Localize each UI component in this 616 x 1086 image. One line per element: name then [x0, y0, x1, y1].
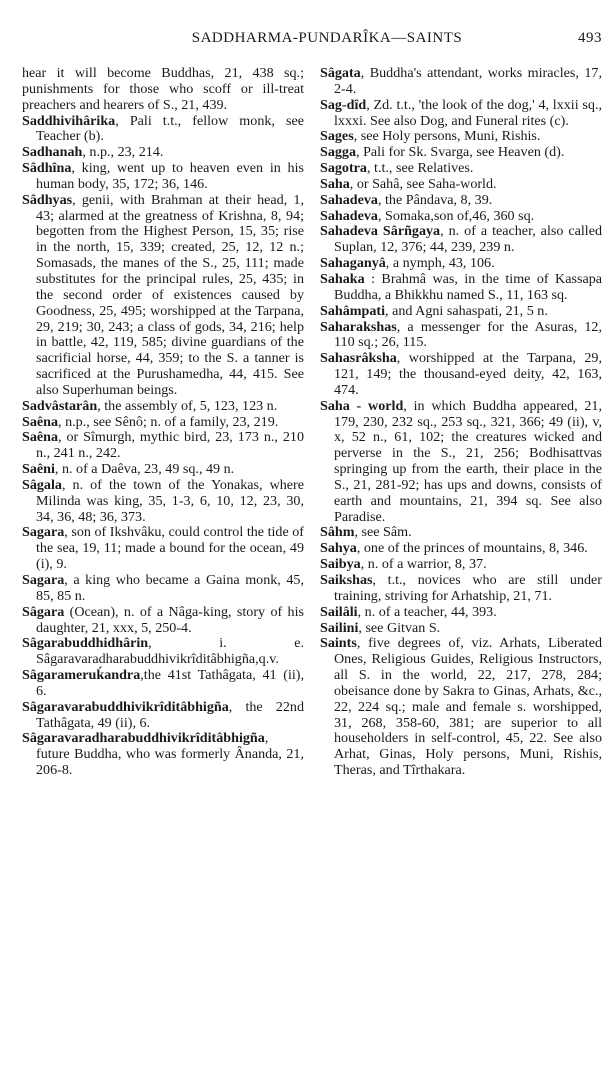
entry-headword: Saints: [320, 635, 357, 652]
entry-headword: Sahadeva Sârñgaya: [320, 223, 441, 240]
entry-headword: Sâgala: [22, 476, 62, 493]
entry-headword: Sahya: [320, 540, 357, 557]
entry-text: , n. of a teacher, 44, 393.: [357, 603, 497, 620]
index-entry: [22, 731, 304, 779]
entry-headword: Sahadeva: [320, 191, 378, 208]
entry-headword: Sages: [320, 128, 354, 145]
entry-headword: Sâdhîna: [22, 160, 72, 177]
entry-headword: Sahasrâksha: [320, 350, 397, 367]
entry-text: , n.p., see Sênô; n. of a family, 23, 219.: [58, 413, 279, 430]
entry-headword: Sailini: [320, 619, 359, 636]
right-column: [320, 66, 602, 779]
entry-text: , see Holy persons, Muni, Rishis.: [353, 128, 541, 145]
entry-headword: Sahaganyâ: [320, 255, 386, 272]
index-entry: [320, 304, 602, 320]
entry-text: , one of the princes of mountains, 8, 346.: [356, 540, 588, 557]
entry-headword: Saêna: [22, 413, 59, 430]
entry-text: hear it will become Buddhas, 21, 438 sq.; punishments for those who scoff or ill-treat preachers and hearers of S., 21, 439.: [22, 65, 304, 113]
entry-text: , n. of a warrior, 8, 37.: [360, 556, 487, 573]
entry-text: , see Sâm.: [354, 524, 412, 541]
entry-headword: Sahadeva: [320, 207, 378, 224]
index-entry: [22, 462, 304, 478]
entry-text: , genii, with Brahman at their head, 1, 43; alarmed at the greatness of Krishna, 8, 94; begotten from the Highest Person, 15, 35; rise in the north, 15, 339; created, 25, 12, 12 n.; Somasads, the manes of the S., 25, 111; made substitutes for the principal rules, 25, 435; in the second order of existences caused by Goodness, 25, 495; worshipped at the Tarpana, 29, 219; 30, 243; a class of gods, 34, 216; help in battle, 42, 119, 585; divine guardians of the sacrificial horse, 44, 359; to the S. a tanner is sacrificed at the Purushamedha, 44, 415. See also Superhuman beings.: [36, 191, 304, 398]
index-entry: [22, 700, 304, 732]
entry-headword: Sâgarabuddhidhârin: [22, 635, 149, 652]
entry-headword: Sâgara: [22, 603, 65, 620]
entry-text: , five degrees of, viz. Arhats, Liberated Ones, Religious Guides, Religious Instructors, all S. in the world, 22, 217, 278, 284; obeisance done by Sakra to Ginas, Arhats, &c., 22, 224 sq.; male and female s. worshipped, 31, 268, 358-60, 381; are superior to all householders in self-control, 45, 22. See also Arhat, Ginas, Holy persons, Muni, Rishis, Theras, and Tîrthakara.: [334, 635, 602, 779]
index-entry: [320, 66, 602, 98]
entry-headword: Saêna: [22, 429, 59, 446]
index-entry: [320, 129, 602, 145]
entry-text: , the Pândava, 8, 39.: [377, 191, 493, 208]
index-entry: [320, 541, 602, 557]
entry-text: , king, went up to heaven even in his human body, 35, 172; 36, 146.: [36, 160, 304, 192]
index-entry: [320, 98, 602, 130]
index-entry: [22, 478, 304, 526]
entry-text: , a king who became a Gaina monk, 45, 85, 85 n.: [36, 572, 304, 604]
index-entry: [320, 557, 602, 573]
index-entry: [22, 668, 304, 700]
index-entry: [320, 145, 602, 161]
entry-text: , in which Buddha appeared, 21, 179, 230, 232 sq., 253 sq., 321, 366; 49 (ii), v, x, 52 n., 61, 102; the creatures wicked and perverse in the S., 21, 256; Bodhisattvas springing up from the earth, their place in the S., 21, 281-92; has ups and downs, consists of earth and mountains, 21, 394 sq. See also Paradise.: [334, 397, 602, 525]
index-entry: [22, 605, 304, 637]
entry-headword: Sâgarameruḱandra: [22, 667, 141, 684]
entry-headword: Sagga: [320, 144, 357, 161]
entry-text: , or Sîmurgh, mythic bird, 23, 173 n., 210 n., 241 n., 242.: [36, 429, 304, 462]
index-entry: [320, 224, 602, 256]
entry-text: , n. of a teacher, also called Suplan, 12, 376; 44, 239, 239 n.: [334, 223, 603, 256]
entry-headword: Saharakshas: [320, 318, 397, 335]
index-entry: [22, 145, 304, 161]
index-entry: [22, 161, 304, 193]
entry-headword: Saddhivihârika: [22, 112, 116, 129]
entry-headword: Sâgaravaradharabuddhivikrîditâbhigña: [22, 730, 265, 747]
entry-text: , and Agni sahaspati, 21, 5 n.: [385, 302, 548, 319]
entry-headword: Sagara: [22, 572, 65, 588]
index-entry: [22, 525, 304, 573]
entry-text: , future Buddha, who was formerly Ânanda, 21, 206-8.: [36, 730, 304, 779]
entry-headword: Saha - world: [320, 397, 404, 414]
entry-headword: Saibya: [320, 556, 361, 573]
entry-headword: Sahâmpati: [320, 302, 386, 319]
index-entry: [320, 605, 602, 621]
index-entry: [320, 209, 602, 225]
entry-headword: Sadvâstarân: [22, 397, 98, 414]
entry-text: , the 22nd Tathâgata, 49 (ii), 6.: [36, 698, 304, 731]
index-entry: [22, 193, 304, 399]
entry-headword: Sâdhyas: [22, 191, 73, 208]
entry-text: , worshipped at the Tarpana, 29, 121, 149; the thousand-eyed deity, 42, 163, 474.: [334, 350, 602, 398]
page-number: 493: [578, 30, 602, 46]
entry-headword: Saha: [320, 175, 350, 192]
running-header: [22, 30, 602, 52]
entry-headword: Sadhanah: [22, 144, 83, 161]
entry-headword: Sag-dîd: [320, 96, 367, 113]
entry-text: , t.t., see Relatives.: [366, 160, 474, 177]
entry-text: : Brahmâ was, in the time of Kassapa Buddha, a Bhikkhu named S., 11, 163 sq.: [334, 270, 602, 303]
index-columns: [22, 66, 602, 779]
index-entry: [22, 430, 304, 462]
entry-text: , Buddha's attendant, works miracles, 17, 2-4.: [334, 65, 602, 97]
index-entry: [22, 636, 304, 668]
index-entry: [320, 525, 602, 541]
entry-headword: Sagara: [22, 524, 65, 541]
entry-text: , or Sahâ, see Saha-world.: [349, 175, 497, 192]
entry-text: , Pali for Sk. Svarga, see Heaven (d).: [356, 144, 565, 161]
entry-headword: Sailâli: [320, 603, 358, 620]
entry-text: , Zd. t.t., 'the look of the dog,' 4, lxxii sq., lxxxi. See also Dog, and Funeral rites (c).: [334, 96, 602, 129]
entry-text: , i. e. Sâgaravaradharabuddhivikrîditâbhigña,q.v.: [36, 635, 304, 668]
entry-text: , t.t., novices who are still under training, striving for Arhatship, 21, 71.: [334, 572, 602, 604]
entry-headword: Sagotra: [320, 160, 367, 177]
index-entry: [320, 636, 602, 779]
index-entry: [320, 621, 602, 637]
index-entry: [320, 399, 602, 526]
page-title: SADDHARMA-PUNDARÎKA—SAINTS: [191, 30, 463, 46]
entry-text: , the assembly of, 5, 123, 123 n.: [97, 397, 278, 414]
entry-text: , Pali t.t., fellow monk, see Teacher (b).: [36, 112, 304, 145]
entry-headword: Saêni: [22, 461, 55, 478]
entry-headword: Sâgaravarabuddhivikrîditâbhigña: [22, 698, 229, 715]
entry-text: (Ocean), n. of a Nâga-king, story of his daughter, 21, xxx, 5, 250-4.: [36, 603, 304, 636]
entry-text: ,the 41st Tathâgata, 41 (ii), 6.: [36, 667, 304, 699]
entry-text: , Somaka,son of,46, 360 sq.: [377, 207, 535, 224]
entry-headword: Sâhm: [320, 524, 355, 541]
index-entry: [320, 256, 602, 272]
index-entry: [320, 177, 602, 193]
entry-text: , a nymph, 43, 106.: [385, 255, 495, 272]
index-entry: [320, 573, 602, 605]
entry-text: , n. of the town of the Yonakas, where Milinda was king, 35, 1-3, 6, 10, 12, 23, 30, 34, 36, 48; 36, 373.: [36, 476, 304, 525]
entry-text: , see Gitvan S.: [358, 619, 441, 636]
index-entry: [320, 161, 602, 177]
index-entry: [22, 66, 304, 114]
index-entry: [22, 573, 304, 605]
index-entry: [320, 272, 602, 304]
entry-text: , son of Ikshvâku, could control the tide of the sea, 19, 11; made a bound for the ocean, 49 (i), 9.: [36, 524, 304, 573]
entry-text: , a messenger for the Asuras, 12, 110 sq.; 26, 115.: [334, 318, 602, 351]
entry-headword: Saikshas: [320, 572, 373, 588]
index-entry: [320, 320, 602, 352]
entry-text: , n. of a Daêva, 23, 49 sq., 49 n.: [54, 461, 235, 478]
index-entry: [320, 351, 602, 399]
entry-headword: Sahaka: [320, 270, 365, 287]
index-entry: [22, 399, 304, 415]
index-entry: [320, 193, 602, 209]
left-column: [22, 66, 304, 779]
entry-headword: Sâgata: [320, 65, 361, 81]
entry-text: , n.p., 23, 214.: [82, 144, 164, 161]
index-entry: [22, 114, 304, 146]
index-entry: [22, 415, 304, 431]
